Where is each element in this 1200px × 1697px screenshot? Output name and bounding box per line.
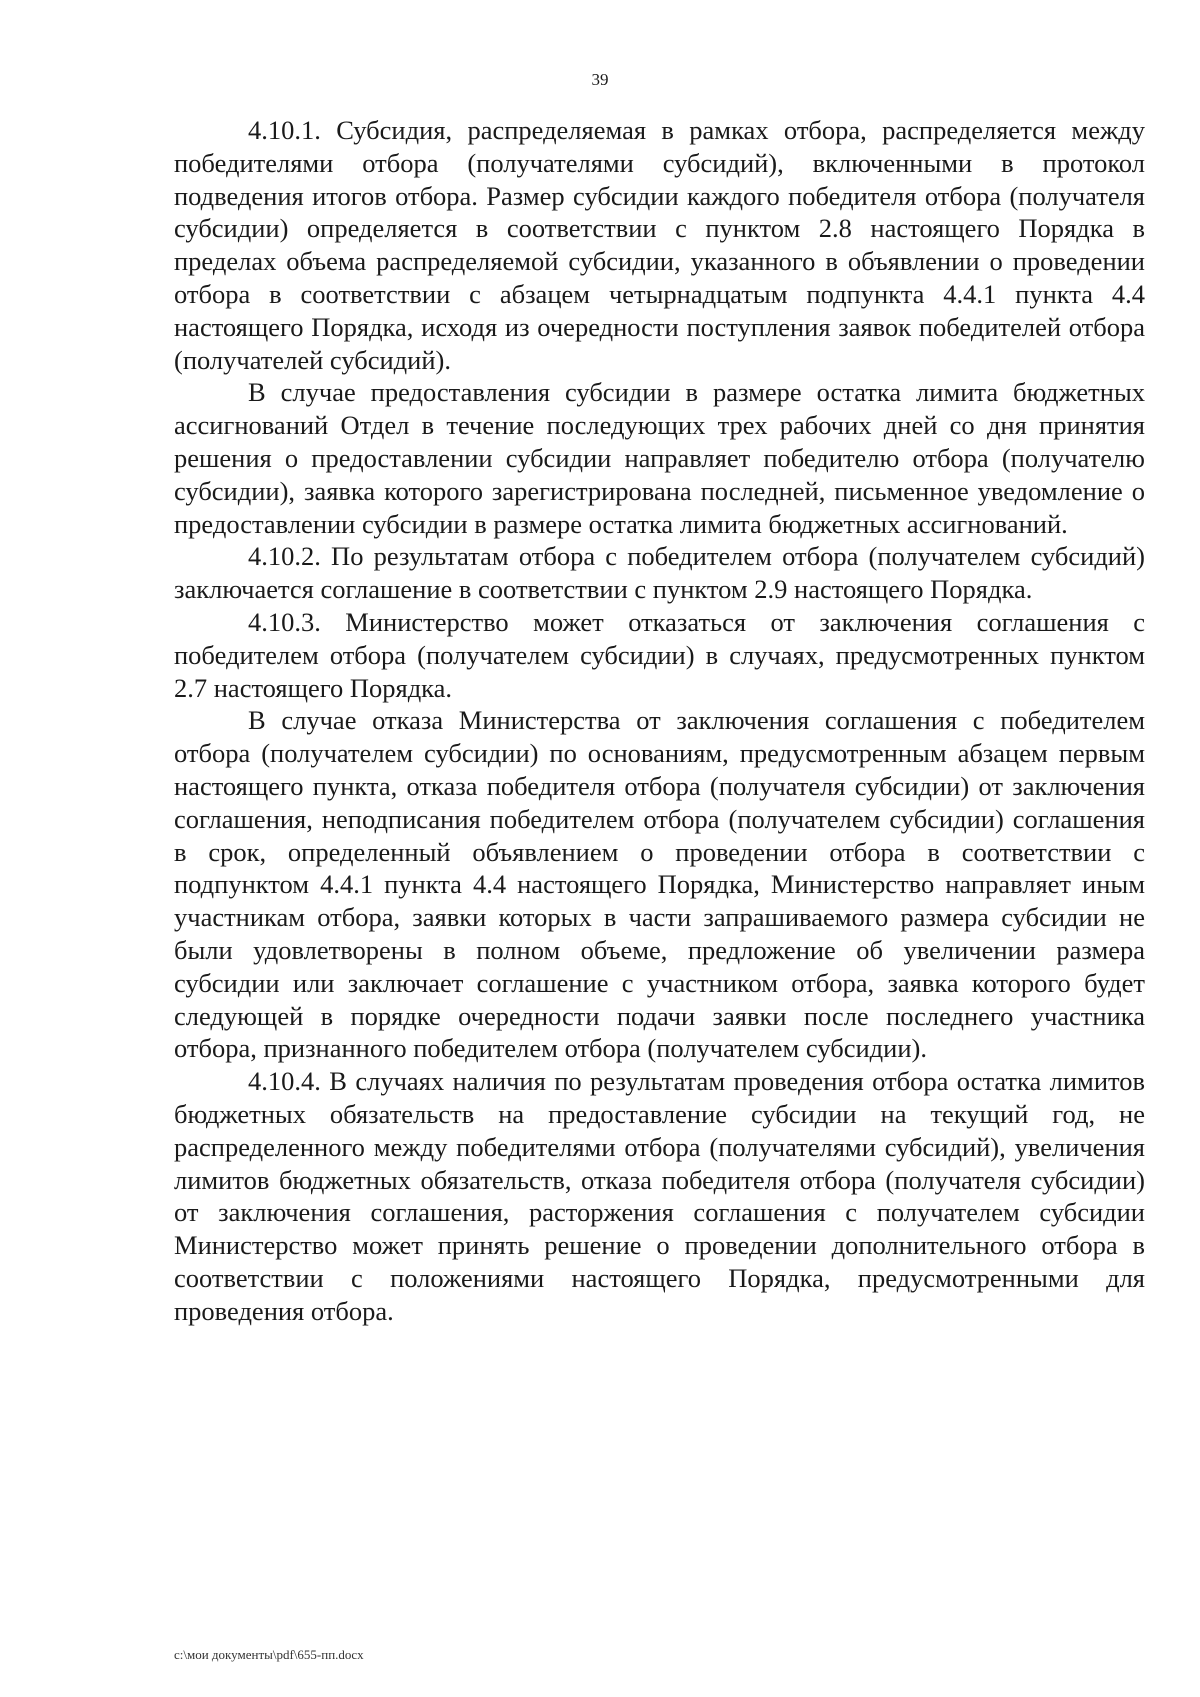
paragraph-4-10-4: 4.10.4. В случаях наличия по результатам проведения отбора остатка лимитов бюджетных обязательств на предоставление субсидии на текущий год, не распределенного между победителями отбора (получателями субсидий), увеличения лимитов бюджетных обязательств, отказа победителя отбора (получателя субсидии) от заключения соглашения, расторжения соглашения с получателем субсидии Министерство может принять решение о проведении дополнительного отбора в соответствии с положениями настоящего Порядка, предусмотренными для проведения отбора. [174, 1066, 1145, 1326]
paragraph-4-10-2: 4.10.2. По результатам отбора с победителем отбора (получателем субсидий) заключается соглашение в соответствии с пунктом 2.9 настоящего Порядка. [174, 541, 1145, 605]
paragraph-refusal-procedure: В случае отказа Министерства от заключения соглашения с победителем отбора (получателем субсидии) по основаниям, предусмотренным абзацем первым настоящего пункта, отказа победителя отбора (получателя субсидии) от заключения соглашения, неподписания победителем отбора (получателем субсидии) соглашения в срок, определенный объявлением о проведении отбора в соответствии с подпунктом 4.4.1 пункта 4.4 настоящего Порядка, Министерство направляет иным участникам отбора, заявки которых в части запрашиваемого размера субсидии не были удовлетворены в полном объеме, предложение об увеличении размера субсидии или заключает соглашение с участником отбора, заявка которого будет следующей в порядке очередности подачи заявки после последнего участника отбора, признанного победителем отбора (получателем субсидии). [174, 705, 1145, 1064]
paragraph-4-10-3: 4.10.3. Министерство может отказаться от заключения соглашения с победителем отбора (получателем субсидии) в случаях, предусмотренных пунктом 2.7 настоящего Порядка. [174, 606, 1145, 703]
page-number: 39 [591, 70, 609, 89]
paragraph-remaining-limit-notice: В случае предоставления субсидии в размере остатка лимита бюджетных ассигнований Отдел в течение последующих трех рабочих дней со дня принятия решения о предоставлении субсидии направляет победителю отбора (получателю субсидии), заявка которого зарегистрирована последней, письменное уведомление о предоставлении субсидии в размере остатка лимита бюджетных ассигнований. [174, 377, 1145, 539]
document-body [174, 114, 1145, 1327]
paragraph-4-10-1: 4.10.1. Субсидия, распределяемая в рамках отбора, распределяется между победителями отбора (получателями субсидий), включенными в протокол подведения итогов отбора. Размер субсидии каждого победителя отбора (получателя субсидии) определяется в соответствии с пунктом 2.8 настоящего Порядка в пределах объема распределяемой субсидии, указанного в объявлении о проведении отбора в соответствии с абзацем четырнадцатым подпункта 4.4.1 пункта 4.4 настоящего Порядка, исходя из очередности поступления заявок победителей отбора (получателей субсидий). [174, 115, 1145, 375]
footer-file-path: c:\мои документы\pdf\655-пп.docx [174, 1647, 364, 1662]
